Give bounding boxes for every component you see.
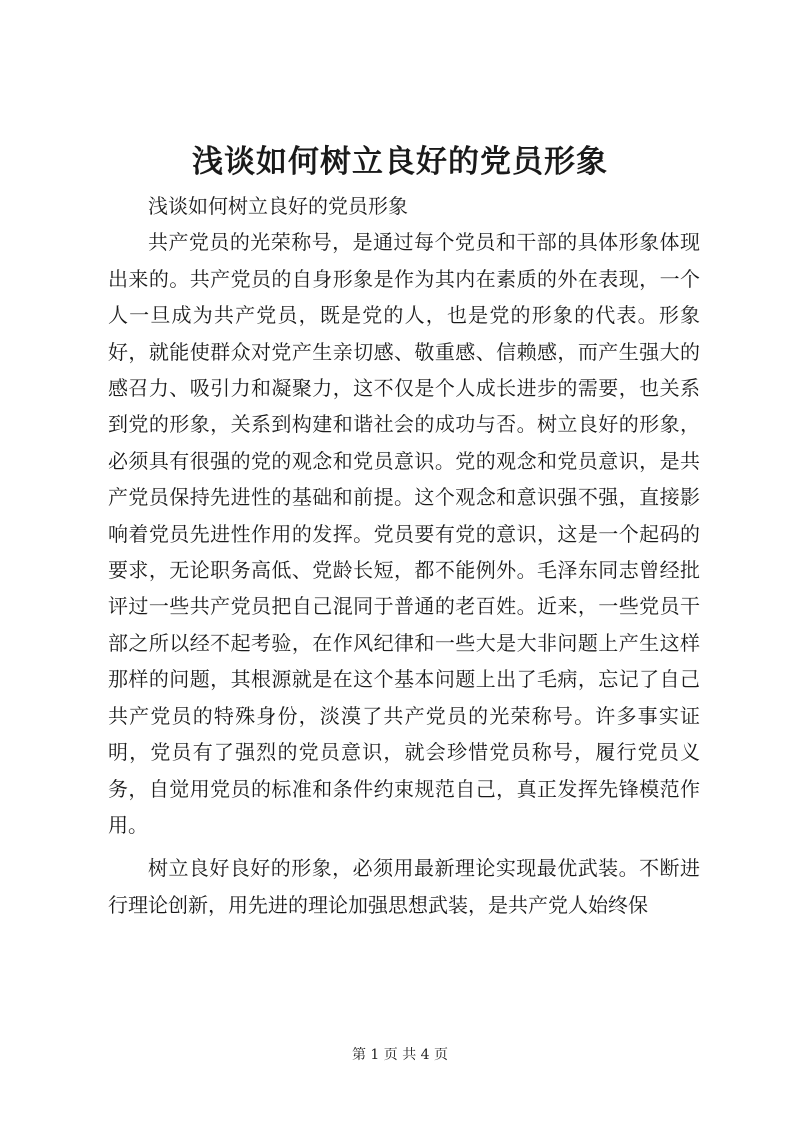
paragraph-subtitle: 浅谈如何树立良好的党员形象 <box>148 194 408 218</box>
document-title: 浅谈如何树立良好的党员形象 <box>192 144 608 180</box>
paragraph-party-image: 共产党员的光荣称号，是通过每个党员和干部的具体形象体现出来的。共产党员的自身形象是作为其内在素质的外在表现，一个人一旦成为共产党员，既是党的人，也是党的形象的代表。形象好，就能使群众对党产生亲切感、敬重感、信赖感，而产生强大的感召力、吸引力和凝聚力，这不仅是个人成长进步的需要，也关系到党的形象，关系到构建和谐社会的成功与否。树立良好的形象，必须具有很强的党的观念和党员意识。党的观念和党员意识，是共产党员保持先进性的基础和前提。这个观念和意识强不强，直接影响着党员先进性作用的发挥。党员要有党的意识，这是一个起码的要求，无论职务高低、党龄长短，都不能例外。毛泽东同志曾经批评过一些共产党员把自己混同于普通的老百姓。近来，一些党员干部之所以经不起考验，在作风纪律和一些大是大非问题上产生这样那样的问题，其根源就是在这个基本问题上出了毛病，忘记了自己共产党员的特殊身份，淡漠了共产党员的光荣称号。许多事实证明，党员有了强烈的党员意识，就会珍惜党员称号，履行党员义务，自觉用党员的标准和条件约束规范自己，真正发挥先锋模范作用。 <box>108 230 700 837</box>
paragraph-theory-arming: 树立良好良好的形象，必须用最新理论实现最优武装。不断进行理论创新，用先进的理论加强思想武装，是共产党人始终保 <box>108 856 700 917</box>
page-number-footer: 第 1 页 共 4 页 <box>351 1047 449 1063</box>
document-body <box>108 188 700 923</box>
